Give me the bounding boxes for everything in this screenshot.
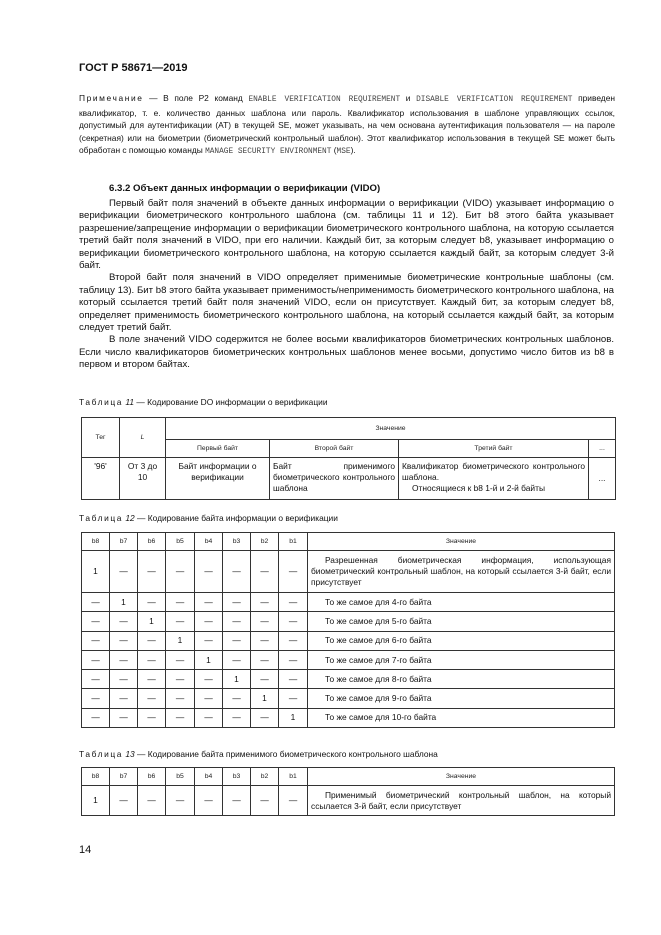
table12-bit-cell: 1 bbox=[223, 670, 251, 689]
document-header: ГОСТ Р 58671—2019 bbox=[79, 62, 188, 74]
table12-bit-cell: — bbox=[110, 689, 138, 708]
table12-bit-cell: — bbox=[138, 631, 166, 650]
note-text-1: — В поле P2 команд bbox=[143, 93, 249, 103]
table11-number: 11 bbox=[125, 397, 135, 407]
table12-header-cell: b4 bbox=[195, 533, 223, 551]
table12-bit-cell: — bbox=[138, 670, 166, 689]
table11-cell-tag: '96' bbox=[82, 458, 120, 500]
table12-bit-cell: — bbox=[82, 650, 110, 669]
table12-bit-cell: — bbox=[138, 551, 166, 593]
table12-bit-cell: — bbox=[166, 650, 195, 669]
table12-bit-cell: — bbox=[223, 612, 251, 631]
table13-header-cell: b7 bbox=[110, 768, 138, 786]
table12-bit-cell: — bbox=[279, 650, 308, 669]
table12-title: — Кодирование байта информации о верификации bbox=[134, 513, 338, 523]
table12-bit-cell: — bbox=[166, 551, 195, 593]
table12-bit-cell: — bbox=[82, 593, 110, 612]
table12-header-cell: b8 bbox=[82, 533, 110, 551]
table12-bit-cell: — bbox=[223, 631, 251, 650]
table11-cell-l: От 3 до 10 bbox=[120, 458, 166, 500]
table12-value-cell: То же самое для 4-го байта bbox=[308, 593, 615, 612]
table12-header-cell: b1 bbox=[279, 533, 308, 551]
table13-bit-cell: 1 bbox=[82, 786, 110, 816]
table12-bit-cell: 1 bbox=[138, 612, 166, 631]
table11-header-byte1: Первый байт bbox=[166, 440, 270, 458]
table13-header-cell: b5 bbox=[166, 768, 195, 786]
table13-bit-cell: — bbox=[195, 786, 223, 816]
table12-bit-cell: — bbox=[166, 670, 195, 689]
table12-bit-cell: — bbox=[223, 689, 251, 708]
table13-title: — Кодирование байта применимого биометрического контрольного шаблона bbox=[134, 749, 438, 759]
table13-bit-cell: — bbox=[110, 786, 138, 816]
table12 bbox=[81, 532, 615, 728]
table11-title: — Кодирование DO информации о верификации bbox=[134, 397, 328, 407]
table12-bit-cell: — bbox=[279, 689, 308, 708]
table13-header-cell: b3 bbox=[223, 768, 251, 786]
table12-bit-cell: — bbox=[195, 593, 223, 612]
table13 bbox=[81, 767, 615, 816]
table12-value-cell: То же самое для 5-го байта bbox=[308, 612, 615, 631]
body-paragraph-1: Первый байт поля значений в объекте данных информации о верификации (VIDO) указывает информацию о верификации биометрического контрольного шаблона (см. таблицы 11 и 12). Бит b8 этого байта указывает разрешение/запрещение информации о верификации биометрического контрольного шаблона, на которую ссылается третий байт поля значений в VIDO, при его наличии. Каждый бит, за которым следует b8, указывает информацию о верификации биометрического контрольного шаблона, на которую ссылается каждый байт, за которым следует 3-й байт. bbox=[79, 198, 614, 272]
table-row bbox=[82, 612, 615, 631]
table12-bit-cell: — bbox=[223, 650, 251, 669]
table12-value-cell: То же самое для 6-го байта bbox=[308, 631, 615, 650]
table12-header-cell: b3 bbox=[223, 533, 251, 551]
table11-cell-byte1: Байт информации о верификации bbox=[166, 458, 270, 500]
table11-caption bbox=[79, 397, 328, 407]
table-row bbox=[82, 670, 615, 689]
table12-bit-cell: — bbox=[110, 650, 138, 669]
table12-label: Таблица bbox=[79, 513, 124, 523]
table12-bit-cell: — bbox=[195, 670, 223, 689]
table12-header-cell: b7 bbox=[110, 533, 138, 551]
table13-label: Таблица bbox=[79, 749, 124, 759]
table13-header-cell: Значение bbox=[308, 768, 615, 786]
table13-bit-cell: — bbox=[279, 786, 308, 816]
table12-bit-cell: — bbox=[110, 631, 138, 650]
table12-bit-cell: — bbox=[279, 551, 308, 593]
table12-bit-cell: — bbox=[110, 612, 138, 631]
table12-bit-cell: — bbox=[166, 612, 195, 631]
note-command-disable: DISABLE VERIFICATION REQUIREMENT bbox=[416, 96, 573, 104]
table12-bit-cell: — bbox=[82, 670, 110, 689]
table12-bit-cell: — bbox=[195, 689, 223, 708]
table-row bbox=[82, 786, 615, 816]
table12-bit-cell: — bbox=[223, 708, 251, 727]
table12-bit-cell: 1 bbox=[110, 593, 138, 612]
table12-bit-cell: — bbox=[223, 593, 251, 612]
table11-header-byte3: Третий байт bbox=[399, 440, 589, 458]
table12-header-cell: b2 bbox=[251, 533, 279, 551]
body-text bbox=[79, 198, 614, 372]
table12-bit-cell: — bbox=[251, 593, 279, 612]
table12-bit-cell: — bbox=[251, 670, 279, 689]
table12-number: 12 bbox=[125, 513, 135, 523]
table13-bit-cell: — bbox=[138, 786, 166, 816]
page-number: 14 bbox=[79, 844, 92, 856]
note-command-mse: MSE bbox=[336, 148, 351, 157]
body-paragraph-2: Второй байт поля значений в VIDO определяет применимые биометрические контрольные шаблоны (см. таблицу 13). Бит b8 этого байта указывает применимость/неприменимость биометрического контрольного шаблона, на который ссылается третий байт поля значений VIDO, если он присутствует. Каждый бит, за которым следует b8, определяет применимость биометрического контрольного шаблона, на который ссылается каждый байт, за которым следует третий байт. bbox=[79, 272, 614, 334]
table12-value-cell: То же самое для 7-го байта bbox=[308, 650, 615, 669]
table11-byte3-line2: Относящиеся к b8 1-й и 2-й байты bbox=[412, 483, 545, 493]
table12-bit-cell: 1 bbox=[195, 650, 223, 669]
table11-header-byte2: Второй байт bbox=[270, 440, 399, 458]
table12-bit-cell: — bbox=[251, 612, 279, 631]
table11-header-more: ... bbox=[589, 440, 616, 458]
table12-bit-cell: — bbox=[279, 593, 308, 612]
note-label: Примечание bbox=[79, 93, 144, 103]
table12-bit-cell: — bbox=[166, 593, 195, 612]
table12-bit-cell: 1 bbox=[279, 708, 308, 727]
table13-bit-cell: — bbox=[166, 786, 195, 816]
table12-bit-cell: — bbox=[279, 631, 308, 650]
table-row bbox=[82, 593, 615, 612]
table13-header-cell: b6 bbox=[138, 768, 166, 786]
table12-bit-cell: 1 bbox=[166, 631, 195, 650]
table12-bit-cell: — bbox=[195, 551, 223, 593]
section-title: 6.3.2 Объект данных информации о верификации (VIDO) bbox=[109, 183, 381, 194]
table12-bit-cell: — bbox=[82, 689, 110, 708]
table12-bit-cell: — bbox=[110, 670, 138, 689]
table12-bit-cell: — bbox=[166, 689, 195, 708]
table12-header-cell: b5 bbox=[166, 533, 195, 551]
table12-bit-cell: — bbox=[138, 650, 166, 669]
note-text-2: и bbox=[400, 93, 417, 103]
table12-bit-cell: — bbox=[138, 593, 166, 612]
table12-bit-cell: 1 bbox=[251, 689, 279, 708]
table12-caption bbox=[79, 513, 338, 523]
table13-number: 13 bbox=[125, 749, 135, 759]
table12-bit-cell: — bbox=[251, 708, 279, 727]
table12-bit-cell: — bbox=[82, 612, 110, 631]
table12-bit-cell: — bbox=[279, 670, 308, 689]
table13-bit-cell: — bbox=[251, 786, 279, 816]
table12-bit-cell: — bbox=[251, 551, 279, 593]
note-command-manage: MANAGE SECURITY ENVIRONMENT bbox=[205, 148, 332, 157]
table12-header-cell: Значение bbox=[308, 533, 615, 551]
table11-cell-byte2: Байт применимого биометрического контрольного шаблона bbox=[270, 458, 399, 500]
table13-header-cell: b1 bbox=[279, 768, 308, 786]
table12-value-cell: То же самое для 10-го байта bbox=[308, 708, 615, 727]
table12-value-cell: То же самое для 8-го байта bbox=[308, 670, 615, 689]
table11-byte3-line1: Квалификатор биометрического контрольного шаблона. bbox=[402, 461, 585, 482]
table13-header-cell: b2 bbox=[251, 768, 279, 786]
table13-caption bbox=[79, 749, 438, 759]
table11-header-value: Значение bbox=[166, 418, 616, 440]
table12-bit-cell: — bbox=[110, 708, 138, 727]
table12-bit-cell: 1 bbox=[82, 551, 110, 593]
table12-bit-cell: — bbox=[195, 631, 223, 650]
note-command-enable: ENABLE VERIFICATION REQUIREMENT bbox=[248, 96, 401, 104]
table12-bit-cell: — bbox=[82, 631, 110, 650]
table-row bbox=[82, 551, 615, 593]
note-text-3: приведен квалификатор, т. е. количество данных шаблона или пароль. Квалификатор использования в шаблоне управляющих ссылок, допустимый для аутентификации (АТ) в текущей SE, может указывать, на чем основана аутентификация пользователя — на пароле (секретная) или на биометрии (биометрический контрольный шаблон). Этот квалификатор использования в текущей SE может быть обработан с помощью команды bbox=[79, 93, 615, 156]
note-text-4: ( bbox=[331, 145, 337, 156]
table11 bbox=[81, 417, 616, 500]
table12-bit-cell: — bbox=[223, 551, 251, 593]
table12-bit-cell: — bbox=[138, 689, 166, 708]
table12-bit-cell: — bbox=[110, 551, 138, 593]
table12-bit-cell: — bbox=[195, 612, 223, 631]
table12-bit-cell: — bbox=[195, 708, 223, 727]
note-text-5: ). bbox=[350, 145, 356, 156]
table-row bbox=[82, 650, 615, 669]
table11-header-l: L bbox=[120, 418, 166, 458]
table13-bit-cell: — bbox=[223, 786, 251, 816]
table12-value-cell: То же самое для 9-го байта bbox=[308, 689, 615, 708]
table12-bit-cell: — bbox=[251, 650, 279, 669]
table-row bbox=[82, 689, 615, 708]
table-row bbox=[82, 631, 615, 650]
table12-bit-cell: — bbox=[166, 708, 195, 727]
table13-value-cell: Применимый биометрический контрольный шаблон, на который ссылается 3-й байт, если присутствует bbox=[308, 786, 615, 816]
table11-label: Таблица bbox=[79, 397, 124, 407]
table12-bit-cell: — bbox=[279, 612, 308, 631]
table12-bit-cell: — bbox=[138, 708, 166, 727]
table11-cell-byte3 bbox=[399, 458, 589, 500]
table12-bit-cell: — bbox=[251, 631, 279, 650]
body-paragraph-3: В поле значений VIDO содержится не более восьми квалификаторов биометрических контрольных шаблонов. Если число квалификаторов биометрических контрольных шаблонов менее восьми, допустимо число битов из b8 в первом и втором байтах. bbox=[79, 334, 614, 371]
table-row bbox=[82, 708, 615, 727]
table13-header-cell: b4 bbox=[195, 768, 223, 786]
table13-header-cell: b8 bbox=[82, 768, 110, 786]
table12-bit-cell: — bbox=[82, 708, 110, 727]
table12-header-cell: b6 bbox=[138, 533, 166, 551]
note-paragraph bbox=[79, 92, 615, 159]
table12-value-cell: Разрешенная биометрическая информация, использующая биометрический контрольный шаблон, на который ссылается 3-й байт, если присутствует bbox=[308, 551, 615, 593]
table11-cell-more: ... bbox=[589, 458, 616, 500]
table11-header-tag: Тег bbox=[82, 418, 120, 458]
